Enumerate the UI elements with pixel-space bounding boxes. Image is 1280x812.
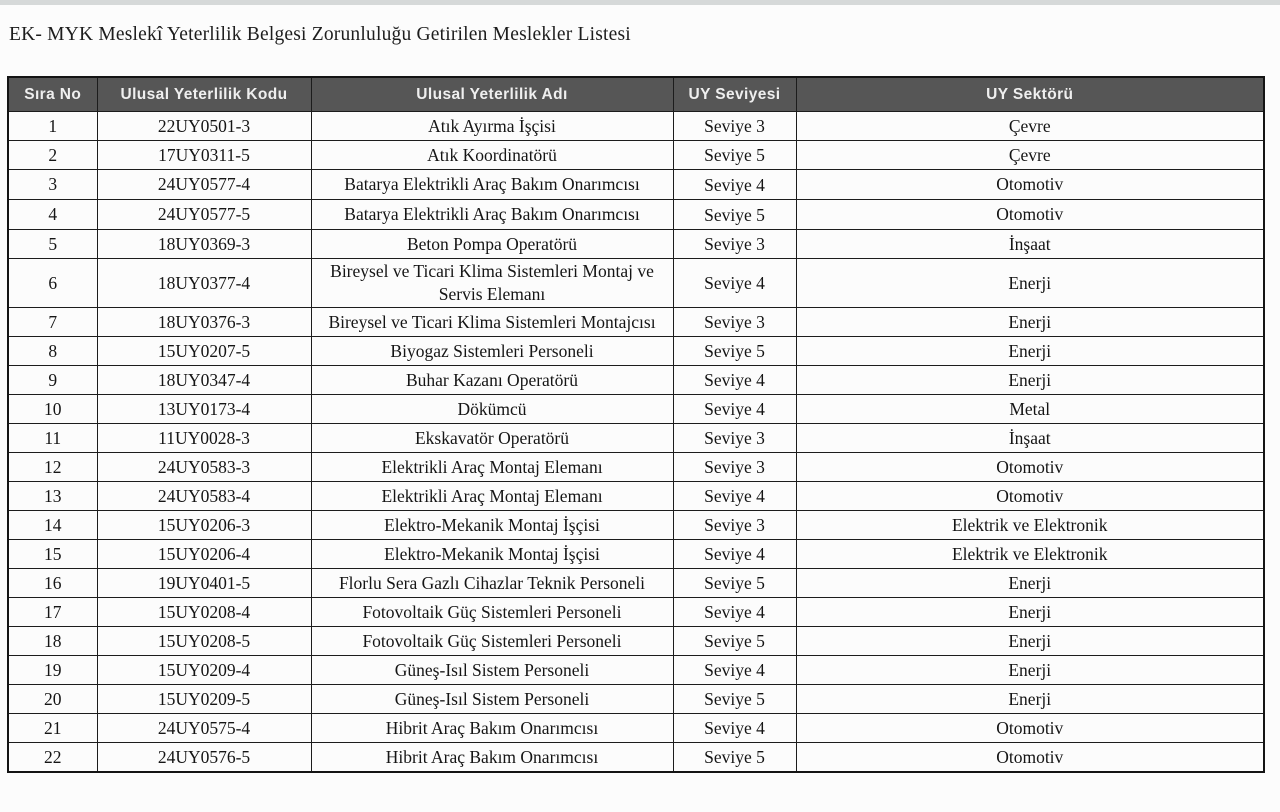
cell-sira: 21 [8,714,97,743]
qualification-name-text: Güneş-Isıl Sistem Personeli [394,688,590,709]
cell-code: 18UY0376-3 [97,308,311,337]
cell-sira: 3 [8,170,97,200]
cell-sector: Enerji [796,366,1264,395]
table-row [8,627,1264,656]
cell-level: Seviye 4 [673,540,796,569]
cell-sector: Otomotiv [796,453,1264,482]
cell-name [311,112,673,141]
cell-sira: 9 [8,366,97,395]
qualification-name-text: Batarya Elektrikli Araç Bakım Onarımcısı [344,174,640,194]
cell-name [311,200,673,230]
cell-sira: 22 [8,743,97,773]
table-row [8,424,1264,453]
cell-sira: 13 [8,482,97,511]
qualification-name-text: Bireysel ve Ticari Klima Sistemleri Montajcısı [328,311,656,332]
cell-name [311,656,673,685]
column-header-level: UY Seviyesi [673,77,796,112]
table-header-row [8,77,1264,112]
cell-sira: 1 [8,112,97,141]
cell-sector: Enerji [796,685,1264,714]
cell-code: 15UY0209-4 [97,656,311,685]
cell-name [311,511,673,540]
cell-sector: Otomotiv [796,482,1264,511]
table-row [8,511,1264,540]
table-row [8,170,1264,200]
table-row [8,598,1264,627]
column-header-code: Ulusal Yeterlilik Kodu [97,77,311,112]
cell-sira: 5 [8,230,97,259]
table-row [8,714,1264,743]
cell-code: 24UY0577-5 [97,200,311,230]
table-row [8,395,1264,424]
qualification-name-text: Buhar Kazanı Operatörü [405,369,578,390]
qualification-name-text: Elektro-Mekanik Montaj İşçisi [384,543,600,564]
cell-level: Seviye 4 [673,395,796,424]
cell-code: 18UY0369-3 [97,230,311,259]
cell-sector: Enerji [796,627,1264,656]
cell-code: 22UY0501-3 [97,112,311,141]
cell-sira: 12 [8,453,97,482]
cell-sira: 14 [8,511,97,540]
cell-name [311,424,673,453]
cell-level: Seviye 5 [673,569,796,598]
qualification-name-text: Fotovoltaik Güç Sistemleri Personeli [362,630,622,651]
table-row [8,141,1264,170]
cell-sira: 20 [8,685,97,714]
table-row [8,540,1264,569]
cell-level: Seviye 4 [673,656,796,685]
cell-sector: İnşaat [796,230,1264,259]
cell-level: Seviye 3 [673,308,796,337]
cell-level: Seviye 5 [673,337,796,366]
cell-name [311,141,673,170]
cell-sira: 7 [8,308,97,337]
table-row [8,200,1264,230]
column-header-name: Ulusal Yeterlilik Adı [311,77,673,112]
cell-sector: Enerji [796,308,1264,337]
table-row [8,112,1264,141]
cell-name [311,482,673,511]
cell-level: Seviye 4 [673,259,796,308]
cell-sira: 2 [8,141,97,170]
cell-sector: Çevre [796,141,1264,170]
cell-sira: 16 [8,569,97,598]
cell-level: Seviye 3 [673,112,796,141]
cell-sira: 18 [8,627,97,656]
qualification-name-text: Elektro-Mekanik Montaj İşçisi [384,514,600,535]
cell-code: 18UY0377-4 [97,259,311,308]
cell-code: 13UY0173-4 [97,395,311,424]
table-row [8,308,1264,337]
cell-code: 24UY0583-3 [97,453,311,482]
table-row [8,453,1264,482]
qualification-name-text: Beton Pompa Operatörü [406,233,578,254]
table-head [8,77,1264,112]
qualification-name-text: Güneş-Isıl Sistem Personeli [394,659,590,680]
cell-sira: 8 [8,337,97,366]
qualification-name-text: Bireysel ve Ticari Klima Sistemleri Montaj ve Servis Elemanı [330,261,654,304]
cell-name [311,569,673,598]
cell-level: Seviye 3 [673,453,796,482]
cell-sector: Otomotiv [796,714,1264,743]
cell-sector: İnşaat [796,424,1264,453]
cell-sector: Enerji [796,598,1264,627]
table-row [8,569,1264,598]
cell-name [311,743,673,773]
cell-sector: Metal [796,395,1264,424]
cell-level: Seviye 3 [673,424,796,453]
table-row [8,230,1264,259]
cell-code: 15UY0208-5 [97,627,311,656]
qualification-name-text: Fotovoltaik Güç Sistemleri Personeli [362,601,622,622]
page-title: EK- MYK Meslekî Yeterlilik Belgesi Zorunluluğu Getirilen Meslekler Listesi [9,24,631,45]
cell-code: 24UY0583-4 [97,482,311,511]
cell-sira: 4 [8,200,97,230]
table-row [8,337,1264,366]
cell-name [311,685,673,714]
cell-sira: 10 [8,395,97,424]
cell-name [311,337,673,366]
cell-code: 15UY0206-3 [97,511,311,540]
cell-code: 15UY0206-4 [97,540,311,569]
cell-code: 19UY0401-5 [97,569,311,598]
qualifications-table [7,76,1265,773]
cell-name [311,453,673,482]
table-row [8,656,1264,685]
cell-level: Seviye 3 [673,511,796,540]
cell-sector: Otomotiv [796,170,1264,200]
table-row [8,482,1264,511]
qualification-name-text: Elektrikli Araç Montaj Elemanı [381,485,603,506]
cell-name [311,308,673,337]
qualification-name-text: Florlu Sera Gazlı Cihazlar Teknik Personeli [338,572,646,593]
column-header-sector: UY Sektörü [796,77,1264,112]
cell-level: Seviye 4 [673,366,796,395]
cell-level: Seviye 4 [673,598,796,627]
cell-name [311,259,673,308]
cell-code: 15UY0209-5 [97,685,311,714]
cell-name [311,627,673,656]
cell-code: 18UY0347-4 [97,366,311,395]
qualification-name-text: Atık Koordinatörü [427,144,557,165]
cell-level: Seviye 5 [673,141,796,170]
cell-sector: Otomotiv [796,200,1264,230]
cell-sector: Elektrik ve Elektronik [796,540,1264,569]
table-row [8,366,1264,395]
cell-code: 17UY0311-5 [97,141,311,170]
cell-name [311,598,673,627]
qualification-name-text: Ekskavatör Operatörü [414,427,570,448]
qualification-name-text: Hibrit Araç Bakım Onarımcısı [385,717,599,738]
qualification-name-text: Atık Ayırma İşçisi [428,115,556,136]
qualification-name-text: Biyogaz Sistemleri Personeli [390,340,594,361]
cell-code: 24UY0577-4 [97,170,311,200]
cell-sira: 19 [8,656,97,685]
cell-sector: Enerji [796,656,1264,685]
cell-code: 15UY0207-5 [97,337,311,366]
cell-level: Seviye 4 [673,170,796,200]
cell-sector: Elektrik ve Elektronik [796,511,1264,540]
cell-code: 11UY0028-3 [97,424,311,453]
qualification-name-text: Elektrikli Araç Montaj Elemanı [381,456,603,477]
cell-name [311,170,673,200]
cell-code: 24UY0575-4 [97,714,311,743]
cell-name [311,714,673,743]
cell-code: 24UY0576-5 [97,743,311,773]
cell-name [311,395,673,424]
cell-level: Seviye 5 [673,200,796,230]
cell-level: Seviye 5 [673,743,796,773]
cell-name [311,230,673,259]
table-row [8,743,1264,773]
cell-sector: Enerji [796,337,1264,366]
cell-level: Seviye 5 [673,627,796,656]
qualification-name-text: Batarya Elektrikli Araç Bakım Onarımcısı [344,204,640,224]
qualification-name-text: Dökümcü [457,398,527,419]
qualification-name-text: Hibrit Araç Bakım Onarımcısı [385,746,599,767]
cell-name [311,366,673,395]
cell-level: Seviye 3 [673,230,796,259]
table-body [8,112,1264,773]
cell-name [311,540,673,569]
cell-level: Seviye 4 [673,482,796,511]
cell-code: 15UY0208-4 [97,598,311,627]
cell-sector: Otomotiv [796,743,1264,773]
cell-sector: Enerji [796,259,1264,308]
table-row [8,259,1264,308]
cell-level: Seviye 5 [673,685,796,714]
cell-sira: 17 [8,598,97,627]
column-header-sira: Sıra No [8,77,97,112]
cell-sira: 6 [8,259,97,308]
cell-level: Seviye 4 [673,714,796,743]
table-row [8,685,1264,714]
cell-sira: 11 [8,424,97,453]
scan-edge-artifact [0,0,1280,5]
cell-sira: 15 [8,540,97,569]
cell-sector: Enerji [796,569,1264,598]
cell-sector: Çevre [796,112,1264,141]
